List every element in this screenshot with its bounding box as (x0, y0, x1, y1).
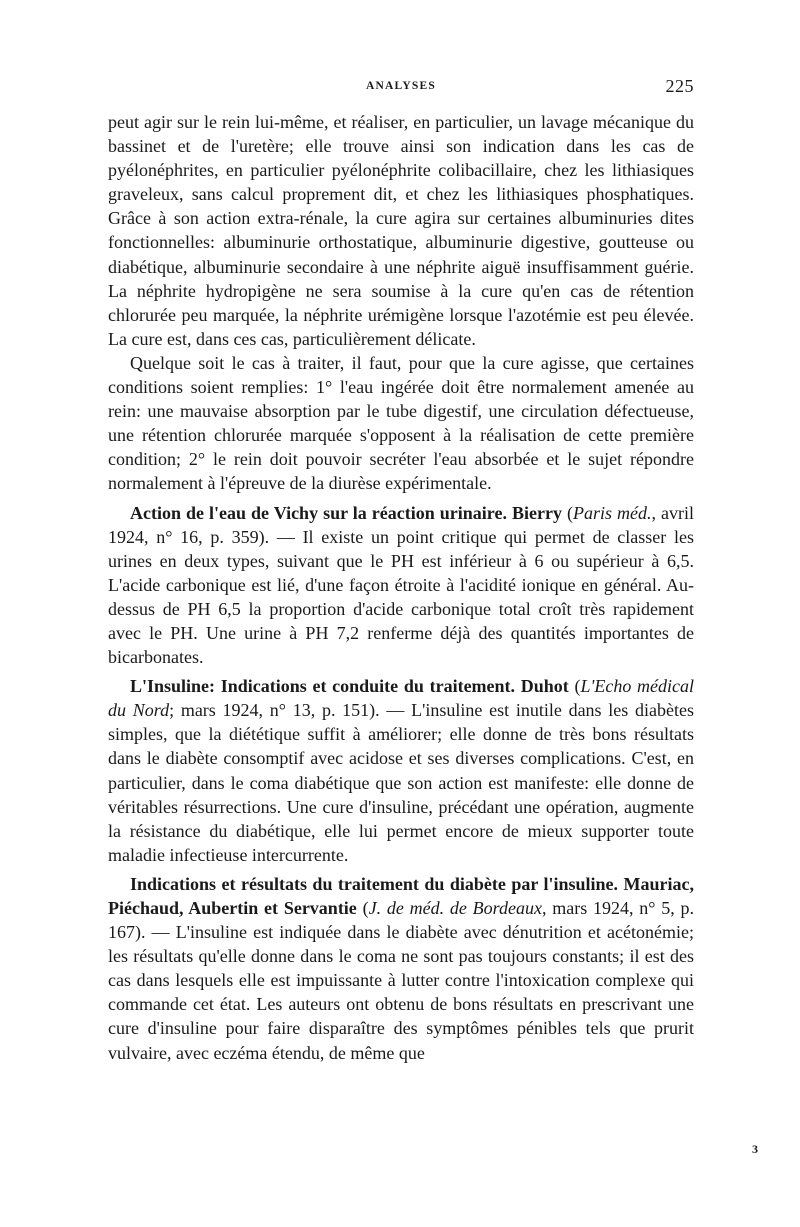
signature-mark: 3 (752, 1142, 758, 1156)
running-title: ANALYSES (366, 80, 436, 92)
abstract-body: — L'insuline est inutile dans les diabètes simples, que la diététique suffit à améliorer; elle donne de très bons résultats dans le diabète consomptif avec acidose et ses diverses complications. C'est, en particulier, dans le coma diabétique que son action est manifeste: elle donne de véritables résurrections. Une cure d'insuline, précédant une opération, augmente la résistance du diabétique, elle lui permet encore de mieux supporter toute maladie infectieuse intercurrente. (108, 700, 694, 865)
abstract-authors: Bierry (511, 502, 562, 523)
abstract-entry (108, 501, 694, 670)
citation-open-paren: ( (566, 502, 573, 523)
abstract-title: Action de l'eau de Vichy sur la réaction urinaire. (130, 502, 507, 523)
abstract-authors: Duhot (520, 676, 569, 697)
abstract-authors: Mauriac, Piéchaud, Aubertin et Servantie (108, 873, 695, 918)
abstract-journal: J. de méd. de Bordeaux (368, 898, 542, 918)
citation-open-paren: ( (362, 898, 369, 918)
abstract-citation: , mars 1924, n° 5, p. 167). (108, 898, 694, 943)
abstract-journal: Paris méd. (572, 502, 652, 523)
abstract-citation: , avril 1924, n° 16, p. 359). (108, 502, 694, 547)
abstract-entry (108, 872, 694, 1065)
abstract-citation: ; mars 1924, n° 13, p. 151). (169, 700, 380, 721)
body-paragraph: Quelque soit le cas à traiter, il faut, pour que la cure agisse, que certaines conditions soient remplies: 1° l'eau ingérée doit être normalement amenée au rein: une mauvaise absorption par le tube digestif, une circulation défectueuse, une rétention chlorurée marquée s'opposent à la réalisation de cette première condition; 2° le rein doit pouvoir secréter l'eau absorbée et le sujet répondre normalement à l'épreuve de la diurèse expérimentale. (108, 352, 694, 494)
body-paragraph: peut agir sur le rein lui-même, et réaliser, en particulier, un lavage mécanique du bassinet et de l'uretère; elle trouve ainsi son indication dans les cas de pyélonéphrites, en particulier pyélonéphrite colibacillaire, chez les lithiasiques graveleux, sans calcul proprement dit, et chez les lithiasiques phosphatiques. Grâce à son action extra-rénale, la cure agira sur certaines albuminuries dites fonctionnelles: albuminurie orthostatique, albuminurie digestive, goutteuse ou diabétique, albuminurie secondaire à une néphrite aiguë insuffisamment guérie. La néphrite hydropigène ne sera soumise à la cure qu'en cas de rétention chlorurée peu marquée, la néphrite urémigène lorsque l'azotémie est peu élevée. La cure est, dans ces cas, particulièrement délicate. (108, 112, 694, 349)
abstract-journal: L'Echo médical du Nord (108, 676, 694, 721)
citation-open-paren: ( (574, 676, 581, 697)
abstract-entry (108, 674, 694, 867)
document-page (108, 76, 694, 1065)
abstract-body: — L'insuline est indiquée dans le diabète avec dénutrition et acétonémie; les résultats qu'elle donne dans le coma ne sont pas toujours constants; il est des cas dans lesquels elle est impuissante à lutter contre l'intoxication complexe qui commande cet état. Les auteurs ont obtenu de bons résultats en prescrivant une cure d'insuline pour faire disparaître des symptômes pénibles tels que prurit vulvaire, avec eczéma étendu, de même que (108, 922, 694, 1063)
page-number: 225 (665, 76, 694, 96)
running-head (108, 76, 694, 100)
abstract-body: — Il existe un point critique qui permet de classer les urines en deux types, suivant que le PH est inférieur à 6 ou supérieur à 6,5. L'acide carbonique est lié, d'une façon étroite à l'acidité ionique en général. Au-dessus de PH 6,5 la proportion d'acide carbonique total croît très rapidement avec le PH. Une urine à PH 7,2 renferme déjà des quantités importantes de bicarbonates. (108, 526, 694, 668)
abstract-title: Indications et résultats du traitement du diabète par l'insuline. (130, 873, 619, 894)
abstract-title: L'Insuline: Indications et conduite du traitement. (130, 676, 516, 697)
